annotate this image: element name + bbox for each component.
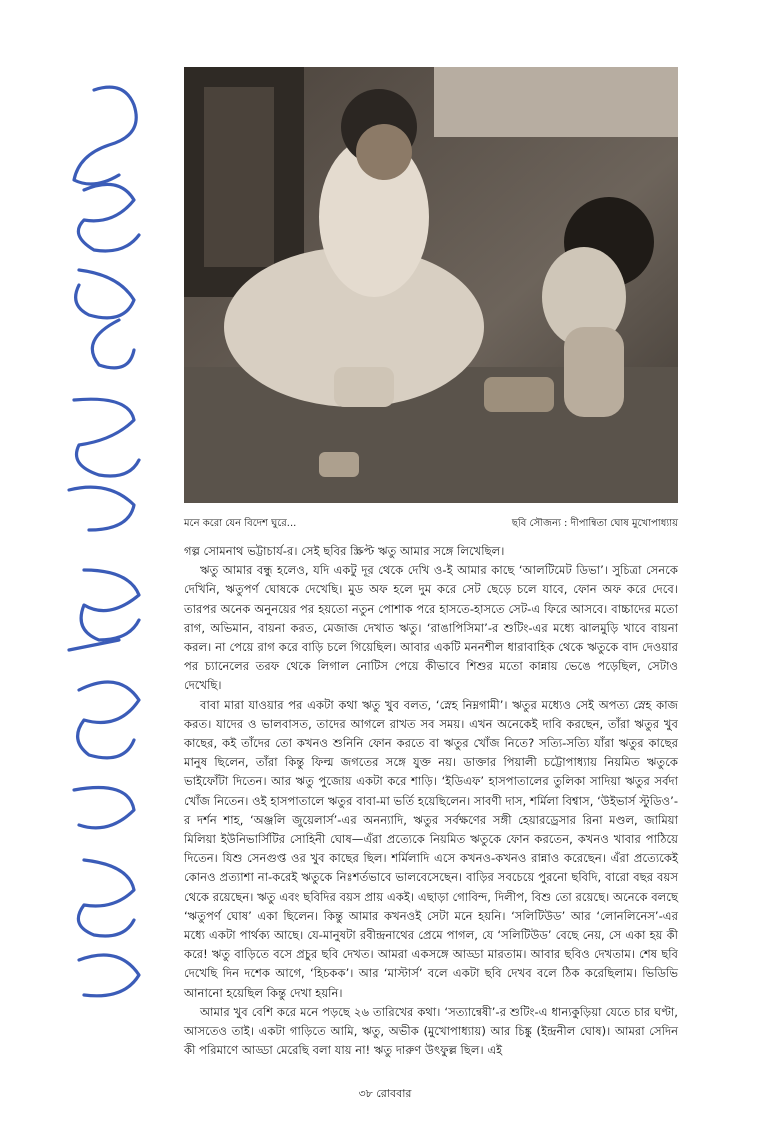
photo-caption: মনে করো যেন বিদেশ ঘুরে... xyxy=(184,518,297,529)
photo-credit: ছবি সৌজন্য : দীপান্বিতা ঘোষ মুখোপাধ্যায় xyxy=(511,518,678,529)
handwriting-text: ঋতু সব সময় তুই এক তিন বিদেশে, তবে সত্যি তাম xyxy=(24,70,45,71)
page-footer: ৩৮ রোববার xyxy=(358,1087,412,1100)
handwritten-note xyxy=(24,70,174,1030)
article-paragraph: বাবা মারা যাওয়ার পর একটা কথা ঋতু খুব বলত, ‘স্নেহ নিম্নগামী’। ঋতুর মধ্যেও সেই অপত্য স্নেহ কাজ করত। যাদের ও ভালবাসত, তাদের আগলে রাখত সব সময়। এখন অনেকেই দাবি করছেন, তাঁরা ঋতুর খুব কাছের, কই তাঁদের তো কখনও শুনিনি ফোন করতে বা ঋতুর খোঁজ নিতে? সত্যি-সত্যি যাঁরা ঋতুর কাছের মানুষ ছিলেন, তাঁরা কিন্তু ফিল্ম জগতের সঙ্গে যুক্ত নয়। ডাক্তার পিয়ালী চট্টোপাধ্যায় নিয়মিত ঋতুকে ভাইফোঁটা দিতেন। আর ঋতু পুজোয় একটা করে শাড়ি। ‘ইডিএফ’ হাসপাতালের তুলিকা সাদিয়া ঋতুর সর্বদা খোঁজ নিতেন। ওই হাসপাতালে ঋতুর বাবা-মা ভর্তি হয়েছিলেন। সাবণী দাস, শর্মিলা বিশ্বাস, ‘উইভার্স স্টুডিও’-র দর্শন শাহ, ‘অঞ্জলি জুয়েলার্স’-এর অনন্যাদি, ঋতুর সর্বক্ষণের সঙ্গী হেয়ারড্রেসার রিনা মণ্ডল, জামিয়া মিলিয়া ইউনিভার্সিটির সোহিনী ঘোষ—এঁরা প্রত্যেকে নিয়মিত ঋতুকে ফোন করতেন, কখনও খাবার পাঠিয়ে দিতেন। যিশু সেনগুপ্ত ওর খুব কাছের ছিল। শর্মিলাদি এসে কখনও-কখনও রান্নাও করেছেন। এঁরা প্রত্যেকেই কোনও প্রত্যাশা না-করেই ঋতুকে নিঃশর্তভাবে ভালবেসেছেন। বাড়ির সবচেয়ে পুরনো ছবিদি, বারো বছর বয়স থেকে রয়েছেন। ঋতু এবং ছবিদির বয়স প্রায় একই। এছাড়া গোবিন্দ, দিলীপ, বিশু তো রয়েছে। অনেকে বলছে ‘ঋতুপর্ণ ঘোষ’ একা ছিলেন। কিন্তু আমার কখনওই সেটা মনে হয়নি। ‘সলিটিউড’ আর ‘লোনলিনেস’-এর মধ্যে একটা পার্থক্য আছে। যে-মানুষটা রবীন্দ্রনাথের প্রেমে পাগল, যে ‘সলিটিউড’ বেছে নেয়, সে একা হয় কী করে! ঋতু বাড়িতে বসে প্রচুর ছবি দেখত। আমরা একসঙ্গে আড্ডা মারতাম। আবার ছবিও দেখতাম। শেষ ছবি দেখেছি দিন দশেক আগে, ‘হিচকক’। আর ‘মাস্টার্স’ বলে একটা ছবি দেখব বলে ঠিক করেছিলাম। ভিডিভি আনানো হয়েছিল কিন্তু দেখা হয়নি। xyxy=(184,697,678,1000)
photo xyxy=(184,67,678,503)
article-paragraph: আমার খুব বেশি করে মনে পড়ছে ২৬ তারিখের কথা। ‘সত্যান্বেষী’-র শুটিং-এ ধান্যকুড়িয়া যেতে চার ঘণ্টা, আসতেও তাই। একটা গাড়িতে আমি, ঋতু, অভীক (মুখোপাধ্যায়) আর চিঙ্কু (ইন্দ্রনীল ঘোষ)। আমরা সেদিন কী পরিমাণে আড্ডা মেরেছি বলা যায় না! ঋতু দারুণ উৎফুল্ল ছিল। এই xyxy=(184,1004,678,1058)
handwriting-graphic xyxy=(24,70,174,1030)
vintage-photo-graphic xyxy=(184,67,678,503)
article-body xyxy=(184,542,678,1060)
article-paragraph: ঋতু আমার বন্ধু হলেও, যদি একটু দূর থেকে দেখি ও-ই আমার কাছে ‘আলটিমেট ডিভা’। সুচিত্রা সেনকে দেখিনি, ঋতুপর্ণ ঘোষকে দেখেছি। মুড অফ হলে দুম করে সেট ছেড়ে চলে যাবে, ফোন অফ করে দেবে। তারপর অনেক অনুনয়ের পর হয়তো নতুন পোশাক পরে হাসতে-হাসতে সেট-এ ফিরে আসবে। বাচ্চাদের মতো রাগ, অভিমান, বায়না করত, মেজাজ দেখাত ঋতু। ‘রাঙাপিসিমা’-র শুটিং-এর মধ্যে ঝালমুড়ি খাবে বায়না করল। না পেয়ে রাগ করে বাড়ি চলে গিয়েছিল। আবার একটি মননশীল ধারাবাহিক থেকে ঋতুকে বাদ দেওয়ার পর চ্যানেলের তরফ থেকে লিগাল নোটিস পেয়ে কীভাবে শিশুর মতো কান্নায় ভেঙে পড়েছিল, সেটাও দেখেছি। xyxy=(184,563,678,693)
article-paragraph: গল্প সোমনাথ ভট্টাচার্য-র। সেই ছবির স্ক্রিপ্ট ঋতু আমার সঙ্গে লিখেছিল। xyxy=(184,544,505,558)
